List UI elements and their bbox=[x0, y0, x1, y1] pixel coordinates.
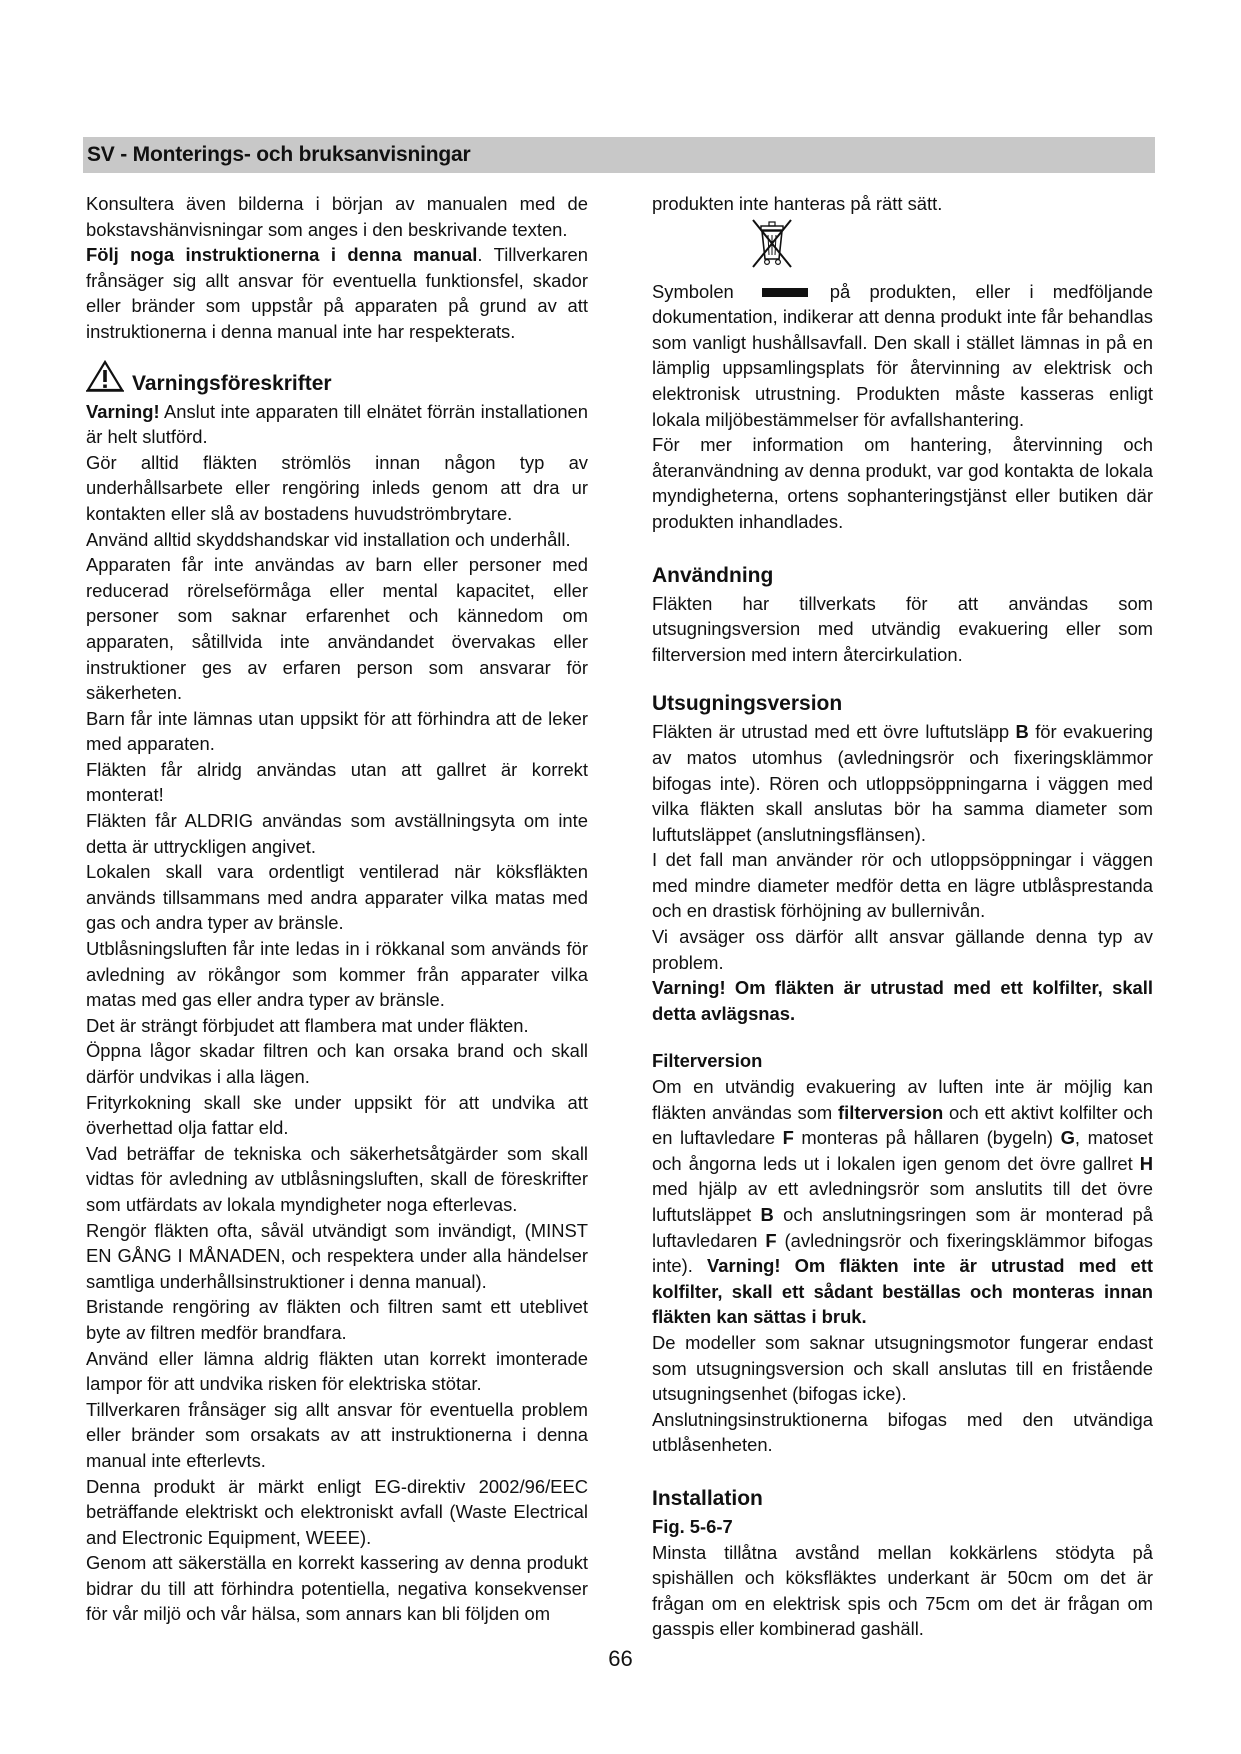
filter-ref-b: B bbox=[760, 1204, 774, 1225]
warning-flambe: Det är strängt förbjudet att flambera mat under fläkten. bbox=[86, 1014, 529, 1036]
filter-warning-text: Varning! Om fläkten inte är utrustad med ett kolfilter, skall ett sådant beställas och monteras innan fläkten kan sättas i bruk. bbox=[652, 1255, 1153, 1328]
filter-paragraph-1 bbox=[652, 1074, 1153, 1330]
filter-text-i: med hjälp av ett avledningsrör som anslutits till det övre luftutsläppet bbox=[652, 1178, 1153, 1225]
filter-text-g: , matoset och ångorna leds ut i lokalen igen genom det övre gallret bbox=[652, 1127, 1153, 1174]
filter-text-a: Om en utvändig evakuering av luften inte är möjlig kan fläkten användas som bbox=[652, 1076, 1153, 1123]
ducted-text-c: för evakuering av matos utomhus (avledningsrör och fixeringsklämmor bifogas inte). Rören och utloppsöppningarna i väggen med vilka fläkten skall anslutas bör ha samma diameter som luftutsläppet (anslutningsflänsen). bbox=[652, 721, 1153, 845]
warnings-heading: Varningsföreskrifter bbox=[132, 371, 332, 395]
intro-rest: . Tillverkaren frånsäger sig allt ansvar för eventuella funktionsfel, skador eller bränder som uppstår på apparaten på grund av att instruktionerna i denna manual inte har respekterats. bbox=[86, 244, 588, 342]
ducted-warning-text: Varning! Om fläkten är utrustad med ett kolfilter, skall detta avlägsnas. bbox=[652, 977, 1153, 1024]
warning-children-play: Barn får inte lämnas utan uppsikt för att förhindra att de leker med apparaten. bbox=[86, 707, 588, 755]
warning-connect bbox=[86, 399, 588, 450]
more-info-paragraph: För mer information om hantering, återvinning och återanvändning av denna produkt, var god kontakta de lokala myndigheterna, ortens sophanteringstjänst eller butiken där produkten inhandlades. bbox=[652, 434, 1153, 532]
ducted-text-a: Fläkten är utrustad med ett övre luftutsläpp bbox=[652, 721, 1016, 743]
usage-paragraph: Fläkten har tillverkats för att användas som utsugningsversion med utvändig evakuering eller som filterversion med intern återcirkulation. bbox=[652, 592, 1153, 665]
usage-heading: Användning bbox=[652, 563, 774, 587]
figure-reference: Fig. 5-6-7 bbox=[652, 1515, 733, 1537]
ducted-paragraph-2: I det fall man använder rör och utloppsöppningar i väggen med mindre diameter medför detta en lägre utblåsprestanda och en drastisk förhöjning av bullernivån. bbox=[652, 849, 1153, 922]
warning-gloves: Använd alltid skyddshandskar vid installation och underhåll. bbox=[86, 528, 571, 550]
filter-ref-f: F bbox=[782, 1127, 794, 1149]
warning-connect-text: Anslut inte apparaten till elnätet förrän installationen är helt slutförd. bbox=[86, 400, 588, 448]
filter-text-m: (avledningsrör och fixeringsklämmor bifogas inte). bbox=[652, 1229, 1154, 1277]
warning-surface: Fläkten får ALDRIG användas som avställningsyta om inte detta är uttryckligen angivet. bbox=[86, 810, 588, 857]
symbol-label: Symbolen bbox=[652, 280, 734, 302]
warning-children-persons: Apparaten får inte användas av barn eller personer med reducerad rörelseförmåga eller mental kapacitet, eller personer som saknar erfarenhet och kännedom om apparaten, såtillvida inte användandet övervakas eller instruktioner ges av erfaren person som ansvarar för säkerheten. bbox=[86, 554, 588, 704]
page-number: 66 bbox=[608, 1646, 633, 1671]
weee-continued: produkten inte hanteras på rätt sätt. bbox=[652, 193, 943, 214]
warning-flames: Öppna lågor skadar filtren och kan orsaka brand och skall därför undvikas i alla lägen. bbox=[86, 1040, 588, 1087]
intro-bold: Följ noga instruktionerna i denna manual bbox=[86, 244, 478, 266]
warning-grille: Fläkten får alridg användas utan att gallret är korrekt monterat! bbox=[86, 758, 588, 806]
warning-liability: Tillverkaren frånsäger sig allt ansvar för eventuella problem eller bränder som orsakats av att instruktionerna i denna manual inte efterlevts. bbox=[86, 1398, 588, 1471]
installation-paragraph: Minsta tillåtna avstånd mellan kokkärlens stödyta på spishällen och köksfläktes underkant är 50cm om det är frågan om en elektrisk spis och 75cm om det är frågan om gasspis eller kombinerad gashäll. bbox=[652, 1541, 1153, 1640]
warning-fire-risk: Bristande rengöring av fläkten och filtren samt ett uteblivet byte av filtren medför brandfara. bbox=[86, 1296, 588, 1343]
warning-cleaning: Rengör fläkten ofta, såväl utvändigt som invändigt, (MINST EN GÅNG I MÅNADEN, och respektera under alla händelser samtliga underhållsinstruktioner i denna manual). bbox=[86, 1219, 588, 1292]
filter-text-e: monteras på hållaren (bygeln) bbox=[793, 1127, 1061, 1149]
installation-heading: Installation bbox=[652, 1486, 763, 1510]
warnings-heading-row bbox=[86, 359, 588, 399]
filter-text-k: och anslutningsringen som är monterad på luftavledaren bbox=[652, 1204, 1153, 1251]
ducted-ref-b: B bbox=[1015, 721, 1029, 743]
ducted-paragraph-1 bbox=[652, 719, 1153, 847]
filter-text-c: och ett aktivt kolfilter och en luftavledare bbox=[652, 1101, 1153, 1149]
weee-bar-icon bbox=[762, 288, 808, 297]
crossed-bin-icon bbox=[747, 256, 799, 277]
warning-label: Varning! bbox=[86, 400, 160, 422]
left-column bbox=[86, 191, 588, 1627]
weee-directive: Denna produkt är märkt enligt EG-direktiv 2002/96/EEC beträffande elektriskt och elektroniskt avfall (Waste Electrical and Electronic Equipment, WEEE). bbox=[86, 1475, 588, 1548]
ducted-heading: Utsugningsversion bbox=[652, 692, 843, 716]
weee-disposal: Genom att säkerställa en korrekt kassering av denna produkt bidrar du till att förhindra potentiella, negativa konsekvenser för vår miljö och vår hälsa, som annars kan bli följden om bbox=[86, 1552, 588, 1625]
filter-paragraph-3: Anslutningsinstruktionerna bifogas med den utvändiga utblåsenheten. bbox=[652, 1408, 1153, 1456]
intro-paragraph: Konsultera även bilderna i början av manualen med de bokstavshänvisningar som anges i den beskrivande texten. bbox=[86, 193, 588, 240]
symbol-paragraph bbox=[652, 279, 1153, 433]
intro-instructions-paragraph bbox=[86, 242, 588, 344]
warning-lamps: Använd eller lämna aldrig fläkten utan korrekt imonterade lampor för att undvika risken för elektriska stötar. bbox=[86, 1347, 588, 1395]
warning-regulations: Vad beträffar de tekniska och säkerhetsåtgärder som skall vidtas för avledning av utblåsningsluften, skall de föreskrifter som utfärdats av lokala myndigheter noga efterlevas. bbox=[86, 1142, 588, 1215]
filter-paragraph-2: De modeller som saknar utsugningsmotor fungerar endast som utsugningsversion och skall anslutas till en fristående utsugningsenhet (bifogas icke). bbox=[652, 1331, 1153, 1405]
filter-text-b: filterversion bbox=[837, 1101, 944, 1123]
warning-ventilation: Lokalen skall vara ordentligt ventilerad när köksfläkten används tillsammans med andra apparater vilka matas med gas och andra typer av bränsle. bbox=[86, 861, 588, 934]
symbol-text: på produkten, eller i medföljande dokumentation, indikerar att denna produkt inte får behandlas som vanligt hushållsavfall. Den skall i stället lämnas in på en lämplig uppsamlingsplats för återvinning av elektrisk och elektronisk utrustning. Produkten måste kasseras enligt lokala miljöbestämmelser för avfallshantering. bbox=[652, 280, 1153, 430]
filter-ref-h: H bbox=[1139, 1152, 1153, 1174]
filter-ref-f2: F bbox=[765, 1229, 777, 1251]
section-title: SV - Monterings- och bruksanvisningar bbox=[87, 143, 471, 166]
weee-symbol-row bbox=[652, 217, 1153, 277]
warning-flue: Utblåsningsluften får inte ledas in i rökkanal som används för avledning av rökångor som kommer från apparater vilka matas med gas eller andra typer av bränsle. bbox=[86, 938, 588, 1011]
filter-ref-g: G bbox=[1060, 1127, 1075, 1149]
filter-heading: Filterversion bbox=[652, 1050, 763, 1072]
ducted-warning bbox=[652, 975, 1153, 1026]
warning-triangle-icon bbox=[86, 360, 132, 399]
right-column bbox=[652, 191, 1153, 1642]
warning-frying: Frityrkokning skall ske under uppsikt för att undvika att överhettad olja fattar eld. bbox=[86, 1091, 588, 1139]
warning-power-off: Gör alltid fläkten strömlös innan någon typ av underhållsarbete eller rengöring inleds genom att dra ur kontakten eller slå av bostadens huvudströmbrytare. bbox=[86, 451, 588, 524]
section-header bbox=[83, 137, 1155, 173]
ducted-paragraph-3: Vi avsäger oss därför allt ansvar gällande denna typ av problem. bbox=[652, 926, 1153, 973]
